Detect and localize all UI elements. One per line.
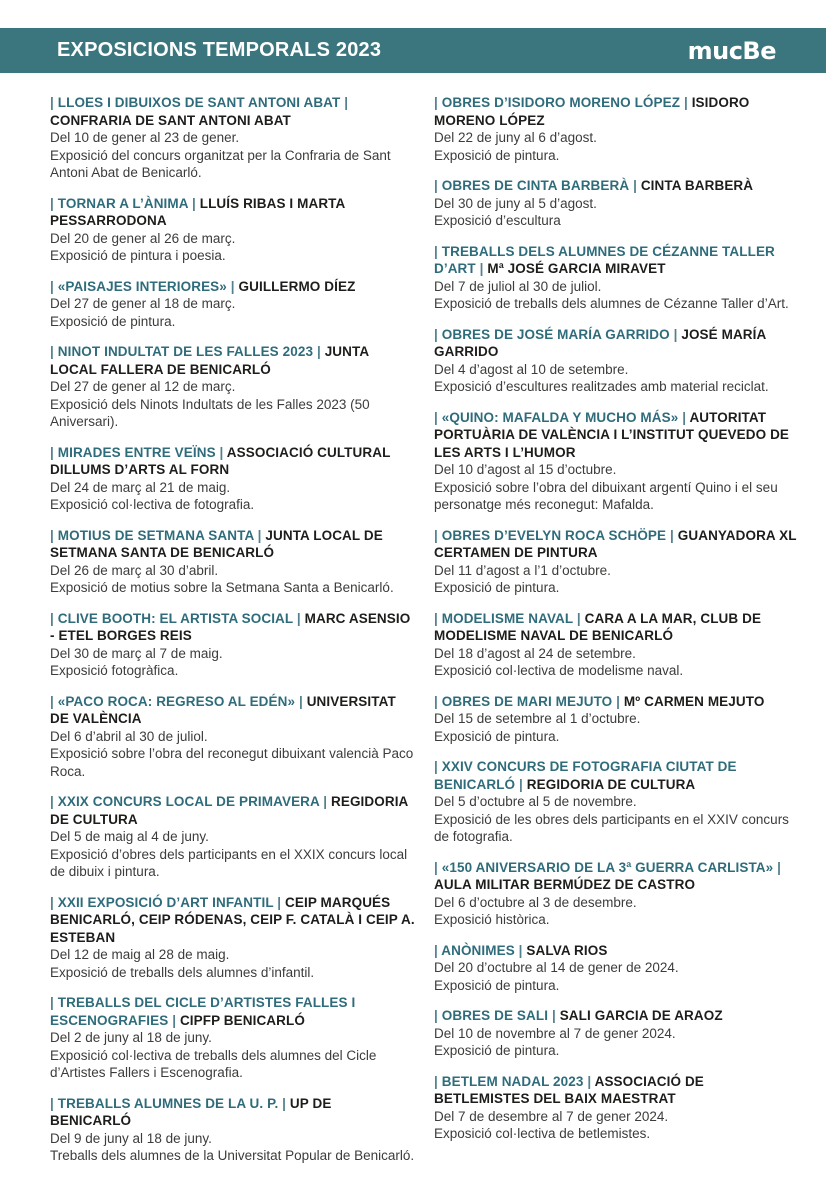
- exhibition-entry: [434, 859, 800, 929]
- exhibition-entry: [434, 243, 800, 313]
- pipe-separator: |: [434, 326, 438, 342]
- entry-heading: [434, 758, 800, 793]
- entry-heading: [50, 693, 416, 728]
- exhibition-entry: [434, 177, 800, 230]
- pipe-separator: |: [277, 894, 282, 910]
- entry-heading: [434, 859, 800, 894]
- pipe-separator: |: [50, 278, 54, 294]
- entry-date: Del 10 d’agost al 15 d’octubre.: [434, 462, 617, 477]
- exhibition-entry: [50, 693, 416, 781]
- entry-heading: [50, 894, 416, 947]
- entry-description: Exposició de pintura.: [434, 1043, 560, 1058]
- entry-heading: [50, 94, 416, 129]
- entry-description: Exposició de pintura.: [50, 313, 176, 329]
- entry-description: Exposició històrica.: [434, 912, 550, 927]
- entry-date: Del 12 de maig al 28 de maig.: [50, 947, 230, 962]
- entry-description: Exposició fotogràfica.: [50, 663, 179, 678]
- entry-heading: [50, 1095, 416, 1130]
- pipe-separator: |: [434, 527, 438, 543]
- exhibition-entry: [50, 527, 416, 597]
- entry-date: Del 5 de maig al 4 de juny.: [50, 829, 209, 844]
- entry-date: Del 27 de gener al 18 de març.: [50, 296, 236, 311]
- entry-date: Del 15 de setembre al 1 d’octubre.: [434, 711, 641, 726]
- pipe-separator: |: [670, 527, 674, 543]
- entry-description: Exposició col·lectiva de treballs dels alumnes del Cicle d’Artistes Fallers i Escenografia.: [50, 1047, 377, 1080]
- exhibition-entry: [50, 94, 416, 182]
- header-bar: [0, 28, 826, 73]
- pipe-separator: |: [50, 693, 54, 709]
- entry-description: Exposició sobre l’obra del dibuixant argentí Quino i el seu personatge més reconegut: Mafalda.: [434, 479, 778, 512]
- exhibition-name: OBRES DE CINTA BARBERÀ: [441, 178, 630, 193]
- exhibition-entry: [50, 894, 416, 982]
- pipe-separator: |: [434, 409, 438, 425]
- exhibition-name: «150 ANIVERSARIO DE LA 3ª GUERRA CARLISTA»: [441, 859, 774, 875]
- organizer-name: Mº CARMEN MEJUTO: [623, 693, 765, 709]
- organizer-name: JUNTA LOCAL FALLERA DE BENICARLÓ: [50, 344, 369, 377]
- pipe-separator: |: [683, 95, 688, 110]
- pipe-separator: |: [344, 95, 349, 110]
- entry-description: Treballs dels alumnes de la Universitat Popular de Benicarló.: [50, 1148, 415, 1163]
- exhibition-name: XXIV CONCURS DE FOTOGRAFIA CIUTAT DE BENICARLÓ: [434, 759, 737, 792]
- pipe-separator: |: [257, 527, 262, 543]
- organizer-name: REGIDORIA DE CULTURA: [50, 794, 408, 827]
- pipe-separator: |: [282, 1095, 287, 1111]
- entry-date: Del 20 de gener al 26 de març.: [50, 230, 236, 246]
- pipe-separator: |: [434, 243, 438, 259]
- entry-date: Del 26 de març al 30 d’abril.: [50, 562, 219, 578]
- exhibition-entry: [434, 326, 800, 396]
- exhibition-entry: [434, 610, 800, 680]
- entry-date: Del 7 de desembre al 7 de gener 2024.: [434, 1108, 669, 1124]
- entry-heading: [434, 527, 800, 562]
- exhibition-list: [0, 73, 826, 1178]
- entry-date: Del 6 d’abril al 30 de juliol.: [50, 728, 208, 744]
- exhibition-entry: [434, 94, 800, 164]
- entry-date: Del 2 de juny al 18 de juny.: [50, 1030, 212, 1045]
- entry-description: Exposició d’escultures realitzades amb material reciclat.: [434, 379, 769, 394]
- exhibition-entry: [434, 758, 800, 846]
- exhibition-entry: [434, 693, 800, 746]
- exhibition-name: XXII EXPOSICIÓ D’ART INFANTIL: [57, 894, 274, 910]
- exhibition-entry: [434, 1007, 800, 1060]
- exhibition-name: «PACO ROCA: REGRESO AL EDÉN»: [57, 693, 296, 709]
- entry-description: Exposició dels Ninots Indultats de les Falles 2023 (50 Aniversari).: [50, 396, 370, 429]
- pipe-separator: |: [191, 195, 196, 211]
- exhibition-name: TREBALLS DELS ALUMNES DE CÉZANNE TALLER D’ART: [434, 243, 775, 276]
- exhibition-name: OBRES DE SALI: [441, 1008, 549, 1023]
- pipe-separator: |: [434, 859, 438, 875]
- entry-description: Exposició de pintura.: [434, 580, 560, 595]
- exhibition-entry: [50, 278, 416, 331]
- entry-date: Del 10 de gener al 23 de gener.: [50, 130, 240, 145]
- pipe-separator: |: [682, 409, 687, 425]
- exhibition-name: TREBALLS DEL CICLE D’ARTISTES FALLES I ESCENOGRAFIES: [50, 995, 356, 1028]
- entry-heading: [50, 444, 416, 479]
- pipe-separator: |: [576, 610, 581, 626]
- organizer-name: AULA MILITAR BERMÚDEZ DE CASTRO: [434, 877, 696, 892]
- organizer-name: SALVA RIOS: [526, 942, 608, 958]
- pipe-separator: |: [50, 610, 54, 626]
- organizer-name: ASSOCIACIÓ CULTURAL DILLUMS D’ARTS AL FORN: [50, 444, 391, 477]
- entry-heading: [434, 177, 800, 195]
- pipe-separator: |: [50, 1095, 54, 1111]
- pipe-separator: |: [479, 261, 484, 276]
- organizer-name: CARA A LA MAR, CLUB DE MODELISME NAVAL DE BENICARLÓ: [434, 610, 762, 643]
- entry-description: Exposició de pintura.: [434, 147, 560, 163]
- entry-heading: [50, 527, 416, 562]
- exhibition-name: XXIX CONCURS LOCAL DE PRIMAVERA: [57, 794, 320, 809]
- pipe-separator: |: [50, 444, 54, 460]
- pipe-separator: |: [434, 1008, 438, 1023]
- organizer-name: ISIDORO MORENO LÓPEZ: [434, 95, 750, 128]
- entry-date: Del 10 de novembre al 7 de gener 2024.: [434, 1025, 676, 1041]
- entry-date: Del 27 de gener al 12 de març.: [50, 379, 236, 394]
- entry-heading: [434, 243, 800, 278]
- entry-description: Exposició de treballs dels alumnes de Cézanne Taller d’Art.: [434, 296, 789, 311]
- pipe-separator: |: [298, 693, 303, 709]
- pipe-separator: |: [434, 1073, 438, 1089]
- exhibition-entry: [434, 942, 800, 995]
- pipe-separator: |: [50, 344, 54, 359]
- entry-description: Exposició de pintura.: [434, 728, 560, 744]
- entry-description: Exposició de treballs dels alumnes d’infantil.: [50, 964, 315, 980]
- pipe-separator: |: [434, 178, 438, 193]
- pipe-separator: |: [50, 894, 54, 910]
- entry-heading: [434, 326, 800, 361]
- mucbe-logo: mucBe: [687, 36, 776, 65]
- exhibition-name: OBRES D’EVELYN ROCA SCHÖPE: [441, 527, 667, 543]
- entry-description: Exposició d’escultura: [434, 213, 561, 228]
- exhibition-name: MODELISME NAVAL: [441, 610, 574, 626]
- exhibition-name: TREBALLS ALUMNES DE LA U. P.: [57, 1095, 279, 1111]
- pipe-separator: |: [434, 693, 438, 709]
- entry-date: Del 30 de març al 7 de maig.: [50, 645, 223, 661]
- entry-description: Exposició de pintura i poesia.: [50, 248, 226, 263]
- entry-description: Exposició sobre l’obra del reconegut dibuixant valencià Paco Roca.: [50, 746, 414, 779]
- exhibition-entry: [50, 444, 416, 514]
- pipe-separator: |: [551, 1008, 556, 1023]
- exhibition-name: OBRES DE MARI MEJUTO: [441, 693, 613, 709]
- organizer-name: Mª JOSÉ GARCIA MIRAVET: [487, 261, 666, 276]
- entry-description: Exposició de motius sobre la Setmana Santa a Benicarló.: [50, 580, 394, 595]
- organizer-name: CIPFP BENICARLÓ: [179, 1012, 305, 1028]
- exhibition-name: MIRADES ENTRE VEÏNS: [57, 444, 216, 460]
- entry-heading: [434, 942, 800, 960]
- pipe-separator: |: [219, 444, 224, 460]
- entry-heading: [434, 409, 800, 462]
- pipe-separator: |: [50, 95, 54, 110]
- exhibition-name: ANÒNIMES: [441, 942, 515, 958]
- entry-heading: [50, 610, 416, 645]
- entry-description: Exposició col·lectiva de fotografia.: [50, 497, 255, 512]
- exhibition-name: LLOES I DIBUIXOS DE SANT ANTONI ABAT: [57, 95, 341, 110]
- pipe-separator: |: [434, 610, 438, 626]
- entry-date: Del 5 d’octubre al 5 de novembre.: [434, 794, 637, 809]
- exhibition-entry: [50, 195, 416, 265]
- entry-heading: [434, 94, 800, 129]
- pipe-separator: |: [777, 859, 782, 875]
- page-title: EXPOSICIONS TEMPORALS 2023: [57, 39, 382, 61]
- pipe-separator: |: [587, 1073, 592, 1089]
- pipe-separator: |: [673, 326, 678, 342]
- organizer-name: JOSÉ MARÍA GARRIDO: [434, 326, 766, 359]
- exhibition-name: OBRES D’ISIDORO MORENO LÓPEZ: [441, 95, 681, 110]
- pipe-separator: |: [296, 610, 301, 626]
- exhibition-name: NINOT INDULTAT DE LES FALLES 2023: [57, 344, 314, 359]
- exhibition-entry: [434, 527, 800, 597]
- entry-heading: [434, 693, 800, 711]
- entry-date: Del 18 d’agost al 24 de setembre.: [434, 645, 636, 661]
- exhibition-entry: [434, 409, 800, 514]
- pipe-separator: |: [172, 1012, 177, 1028]
- entry-date: Del 9 de juny al 18 de juny.: [50, 1130, 212, 1146]
- exhibition-name: CLIVE BOOTH: EL ARTISTA SOCIAL: [57, 610, 294, 626]
- organizer-name: CEIP MARQUÉS BENICARLÓ, CEIP RÓDENAS, CEIP F. CATALÀ I CEIP A. ESTEBAN: [50, 894, 415, 945]
- entry-heading: [50, 278, 416, 296]
- organizer-name: MARC ASENSIO - ETEL BORGES REIS: [50, 610, 411, 643]
- entry-date: Del 11 d’agost a l’1 d’octubre.: [434, 562, 611, 578]
- entry-date: Del 24 de març al 21 de maig.: [50, 479, 231, 495]
- pipe-separator: |: [434, 942, 438, 958]
- entry-heading: [50, 994, 416, 1029]
- organizer-name: SALI GARCIA DE ARAOZ: [559, 1008, 723, 1023]
- entry-heading: [50, 195, 416, 230]
- organizer-name: CONFRARIA DE SANT ANTONI ABAT: [50, 112, 291, 128]
- exhibition-name: BETLEM NADAL 2023: [441, 1073, 584, 1089]
- pipe-separator: |: [50, 794, 54, 809]
- document-page: [0, 28, 826, 1197]
- pipe-separator: |: [323, 794, 328, 809]
- left-column: [50, 94, 416, 1178]
- entry-description: Exposició col·lectiva de modelisme naval.: [434, 663, 684, 678]
- pipe-separator: |: [434, 759, 438, 774]
- pipe-separator: |: [434, 95, 438, 110]
- exhibition-name: OBRES DE JOSÉ MARÍA GARRIDO: [441, 326, 670, 342]
- pipe-separator: |: [616, 693, 621, 709]
- exhibition-name: «QUINO: MAFALDA Y MUCHO MÁS»: [441, 409, 679, 425]
- organizer-name: GUILLERMO DÍEZ: [238, 278, 356, 294]
- organizer-name: REGIDORIA DE CULTURA: [526, 776, 696, 792]
- exhibition-name: TORNAR A L’ÀNIMA: [57, 195, 189, 211]
- organizer-name: UNIVERSITAT DE VALÈNCIA: [50, 693, 396, 726]
- organizer-name: GUANYADORA XL CERTAMEN DE PINTURA: [434, 527, 797, 560]
- pipe-separator: |: [633, 178, 637, 193]
- exhibition-entry: [50, 343, 416, 431]
- exhibition-entry: [50, 994, 416, 1082]
- entry-description: Exposició de les obres dels participants en el XXIV concurs de fotografia.: [434, 811, 789, 844]
- pipe-separator: |: [518, 942, 523, 958]
- pipe-separator: |: [230, 278, 235, 294]
- exhibition-entry: [50, 1095, 416, 1165]
- organizer-name: ASSOCIACIÓ DE BETLEMISTES DEL BAIX MAESTRAT: [434, 1073, 704, 1106]
- entry-heading: [50, 793, 416, 828]
- entry-heading: [50, 343, 416, 378]
- organizer-name: CINTA BARBERÀ: [640, 178, 754, 193]
- entry-heading: [434, 1007, 800, 1025]
- organizer-name: UP DE BENICARLÓ: [50, 1095, 332, 1128]
- pipe-separator: |: [50, 195, 54, 211]
- entry-description: Exposició de pintura.: [434, 977, 560, 993]
- exhibition-entry: [434, 1073, 800, 1143]
- entry-date: Del 22 de juny al 6 d’agost.: [434, 130, 597, 145]
- exhibition-name: «PAISAJES INTERIORES»: [57, 278, 227, 294]
- organizer-name: AUTORITAT PORTUÀRIA DE VALÈNCIA I L’INSTITUT QUEVEDO DE LES ARTS I L’HUMOR: [434, 409, 790, 460]
- entry-date: Del 30 de juny al 5 d’agost.: [434, 195, 597, 211]
- organizer-name: JUNTA LOCAL DE SETMANA SANTA DE BENICARLÓ: [50, 527, 383, 560]
- pipe-separator: |: [316, 344, 321, 359]
- exhibition-entry: [50, 793, 416, 881]
- entry-date: Del 7 de juliol al 30 de juliol.: [434, 278, 602, 294]
- organizer-name: LLUÍS RIBAS I MARTA PESSARRODONA: [50, 195, 345, 228]
- entry-heading: [434, 1073, 800, 1108]
- entry-date: Del 4 d’agost al 10 de setembre.: [434, 361, 629, 377]
- entry-description: Exposició d’obres dels participants en el XXIX concurs local de dibuix i pintura.: [50, 846, 408, 879]
- pipe-separator: |: [50, 995, 54, 1010]
- pipe-separator: |: [50, 527, 54, 543]
- pipe-separator: |: [519, 776, 523, 792]
- entry-description: Exposició del concurs organitzat per la Confraria de Sant Antoni Abat de Benicarló.: [50, 147, 391, 180]
- exhibition-name: MOTIUS DE SETMANA SANTA: [57, 527, 254, 543]
- exhibition-entry: [50, 610, 416, 680]
- entry-heading: [434, 610, 800, 645]
- right-column: [434, 94, 800, 1178]
- entry-description: Exposició col·lectiva de betlemistes.: [434, 1126, 651, 1141]
- entry-date: Del 6 d’octubre al 3 de desembre.: [434, 894, 637, 910]
- entry-date: Del 20 d’octubre al 14 de gener de 2024.: [434, 960, 679, 975]
